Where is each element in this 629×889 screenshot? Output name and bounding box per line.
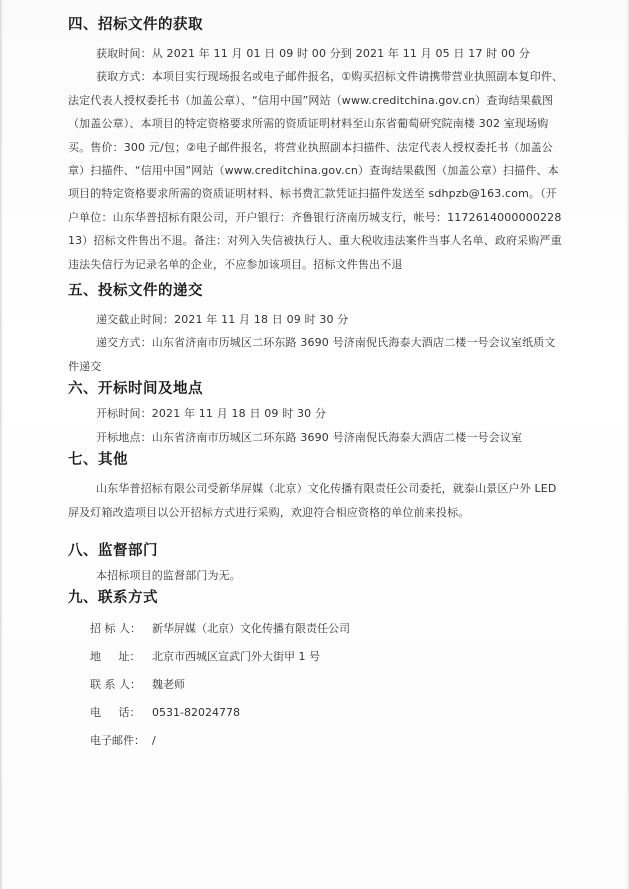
section-7-title: 七、其他	[68, 452, 128, 469]
contact-value: 0531-82024778	[152, 705, 240, 719]
section-4-title: 四、招标文件的获取	[68, 17, 203, 33]
section-6-time-label: 开标时间：	[96, 407, 152, 421]
section-5-heading	[68, 280, 564, 304]
section-9-heading	[68, 587, 564, 611]
scan-shadow-left	[0, 0, 3, 889]
document-content	[68, 14, 564, 754]
section-8-title: 八、监督部门	[68, 542, 158, 559]
section-5-title: 五、投标文件的递交	[68, 283, 203, 300]
contact-label: 招 标 人：	[90, 622, 141, 636]
section-4-time-value: 从 2021 年 11 月 01 日 09 时 00 分到 2021 年 11 月 05 日 17 时 00 分	[151, 47, 531, 60]
section-8-heading	[68, 540, 564, 564]
contact-value: 魏老师	[152, 677, 185, 691]
section-5-method	[68, 331, 564, 378]
contact-value: /	[152, 733, 156, 747]
contact-label: 电子邮件：	[90, 733, 145, 747]
contact-row-person	[68, 671, 564, 699]
section-5-deadline-value: 2021 年 11 月 18 日 09 时 30 分	[174, 313, 349, 327]
section-6-place-label: 开标地点：	[96, 430, 152, 444]
contact-value: 新华屏媒（北京）文化传播有限责任公司	[152, 622, 350, 636]
section-8-text: 本招标项目的监督部门为无。	[96, 568, 241, 582]
section-9-title: 九、联系方式	[68, 590, 158, 607]
section-5-deadline-label: 递交截止时间：	[96, 313, 175, 327]
contact-label: 地 址：	[90, 650, 141, 664]
section-6-place-value: 山东省济南市历城区二环东路 3690 号济南倪氏海泰大酒店二楼一号会议室	[151, 430, 523, 444]
section-5-method-label: 递交方式：	[96, 336, 152, 350]
contact-value: 北京市西城区宣武门外大街甲 1 号	[152, 650, 320, 664]
section-7-heading	[68, 449, 564, 473]
section-6-heading	[68, 378, 564, 402]
contact-label: 联 系 人：	[90, 677, 141, 691]
section-6-title: 六、开标时间及地点	[68, 381, 203, 398]
contact-row-tenderer	[68, 615, 564, 643]
section-4-method	[68, 65, 564, 276]
section-4-method-label: 获取方式：	[96, 70, 152, 84]
contact-row-email	[68, 727, 564, 755]
section-6-time	[68, 402, 564, 425]
section-4-time	[68, 42, 564, 65]
section-4-heading	[68, 14, 564, 38]
section-4-method-text: 本项目实行现场报名或电子邮件报名，①购买招标文件请携带营业执照副本复印件、法定代表人授权委托书（加盖公章）、“信用中国”网站（www.creditchina.gov.cn）查询结果截图（加盖公章）、本项目的特定资格要求所需的资质证明材料至山东省葡萄研究院南楼 302 室现场购买。售价：300 元/包；②电子邮件报名，将营业执照副本扫描件、法定代表人授权委托书（加盖公章）扫描件、“信用中国”网站（www.creditchina.gov.cn）查询结果截图（加盖公章）扫描件、本项目的特定资格要求所需的资质证明材料、标书费汇款凭证扫描件发送至 sdhpzb@163.com。（开户单位：山东华普招标有限公司，开户银行：齐鲁银行济南历城支行，帐号：117261400000022813）招标文件售出不退。备注：对列入失信被执行人、重大税收违法案件当事人名单、政府采购严重违法失信行为记录名单的企业，不应参加该项目。招标文件售出不退	[68, 70, 564, 271]
contact-row-address	[68, 643, 564, 671]
section-4-time-label: 获取时间：	[96, 47, 152, 60]
contact-label: 电 话：	[90, 705, 141, 719]
section-6-time-value: 2021 年 11 月 18 日 09 时 30 分	[151, 407, 327, 421]
section-7-text: 山东华普招标有限公司受新华屏媒（北京）文化传播有限责任公司委托，就泰山景区户外 LED 屏及灯箱改造项目以公开招标方式进行采购，欢迎符合相应资格的单位前来投标。	[68, 482, 557, 519]
contact-row-phone	[68, 699, 564, 727]
section-6-place	[68, 426, 564, 449]
section-5-deadline	[68, 308, 564, 331]
section-5-method-value: 山东省济南市历城区二环东路 3690 号济南倪氏海泰大酒店二楼一号会议室纸质文件递交	[68, 336, 556, 373]
